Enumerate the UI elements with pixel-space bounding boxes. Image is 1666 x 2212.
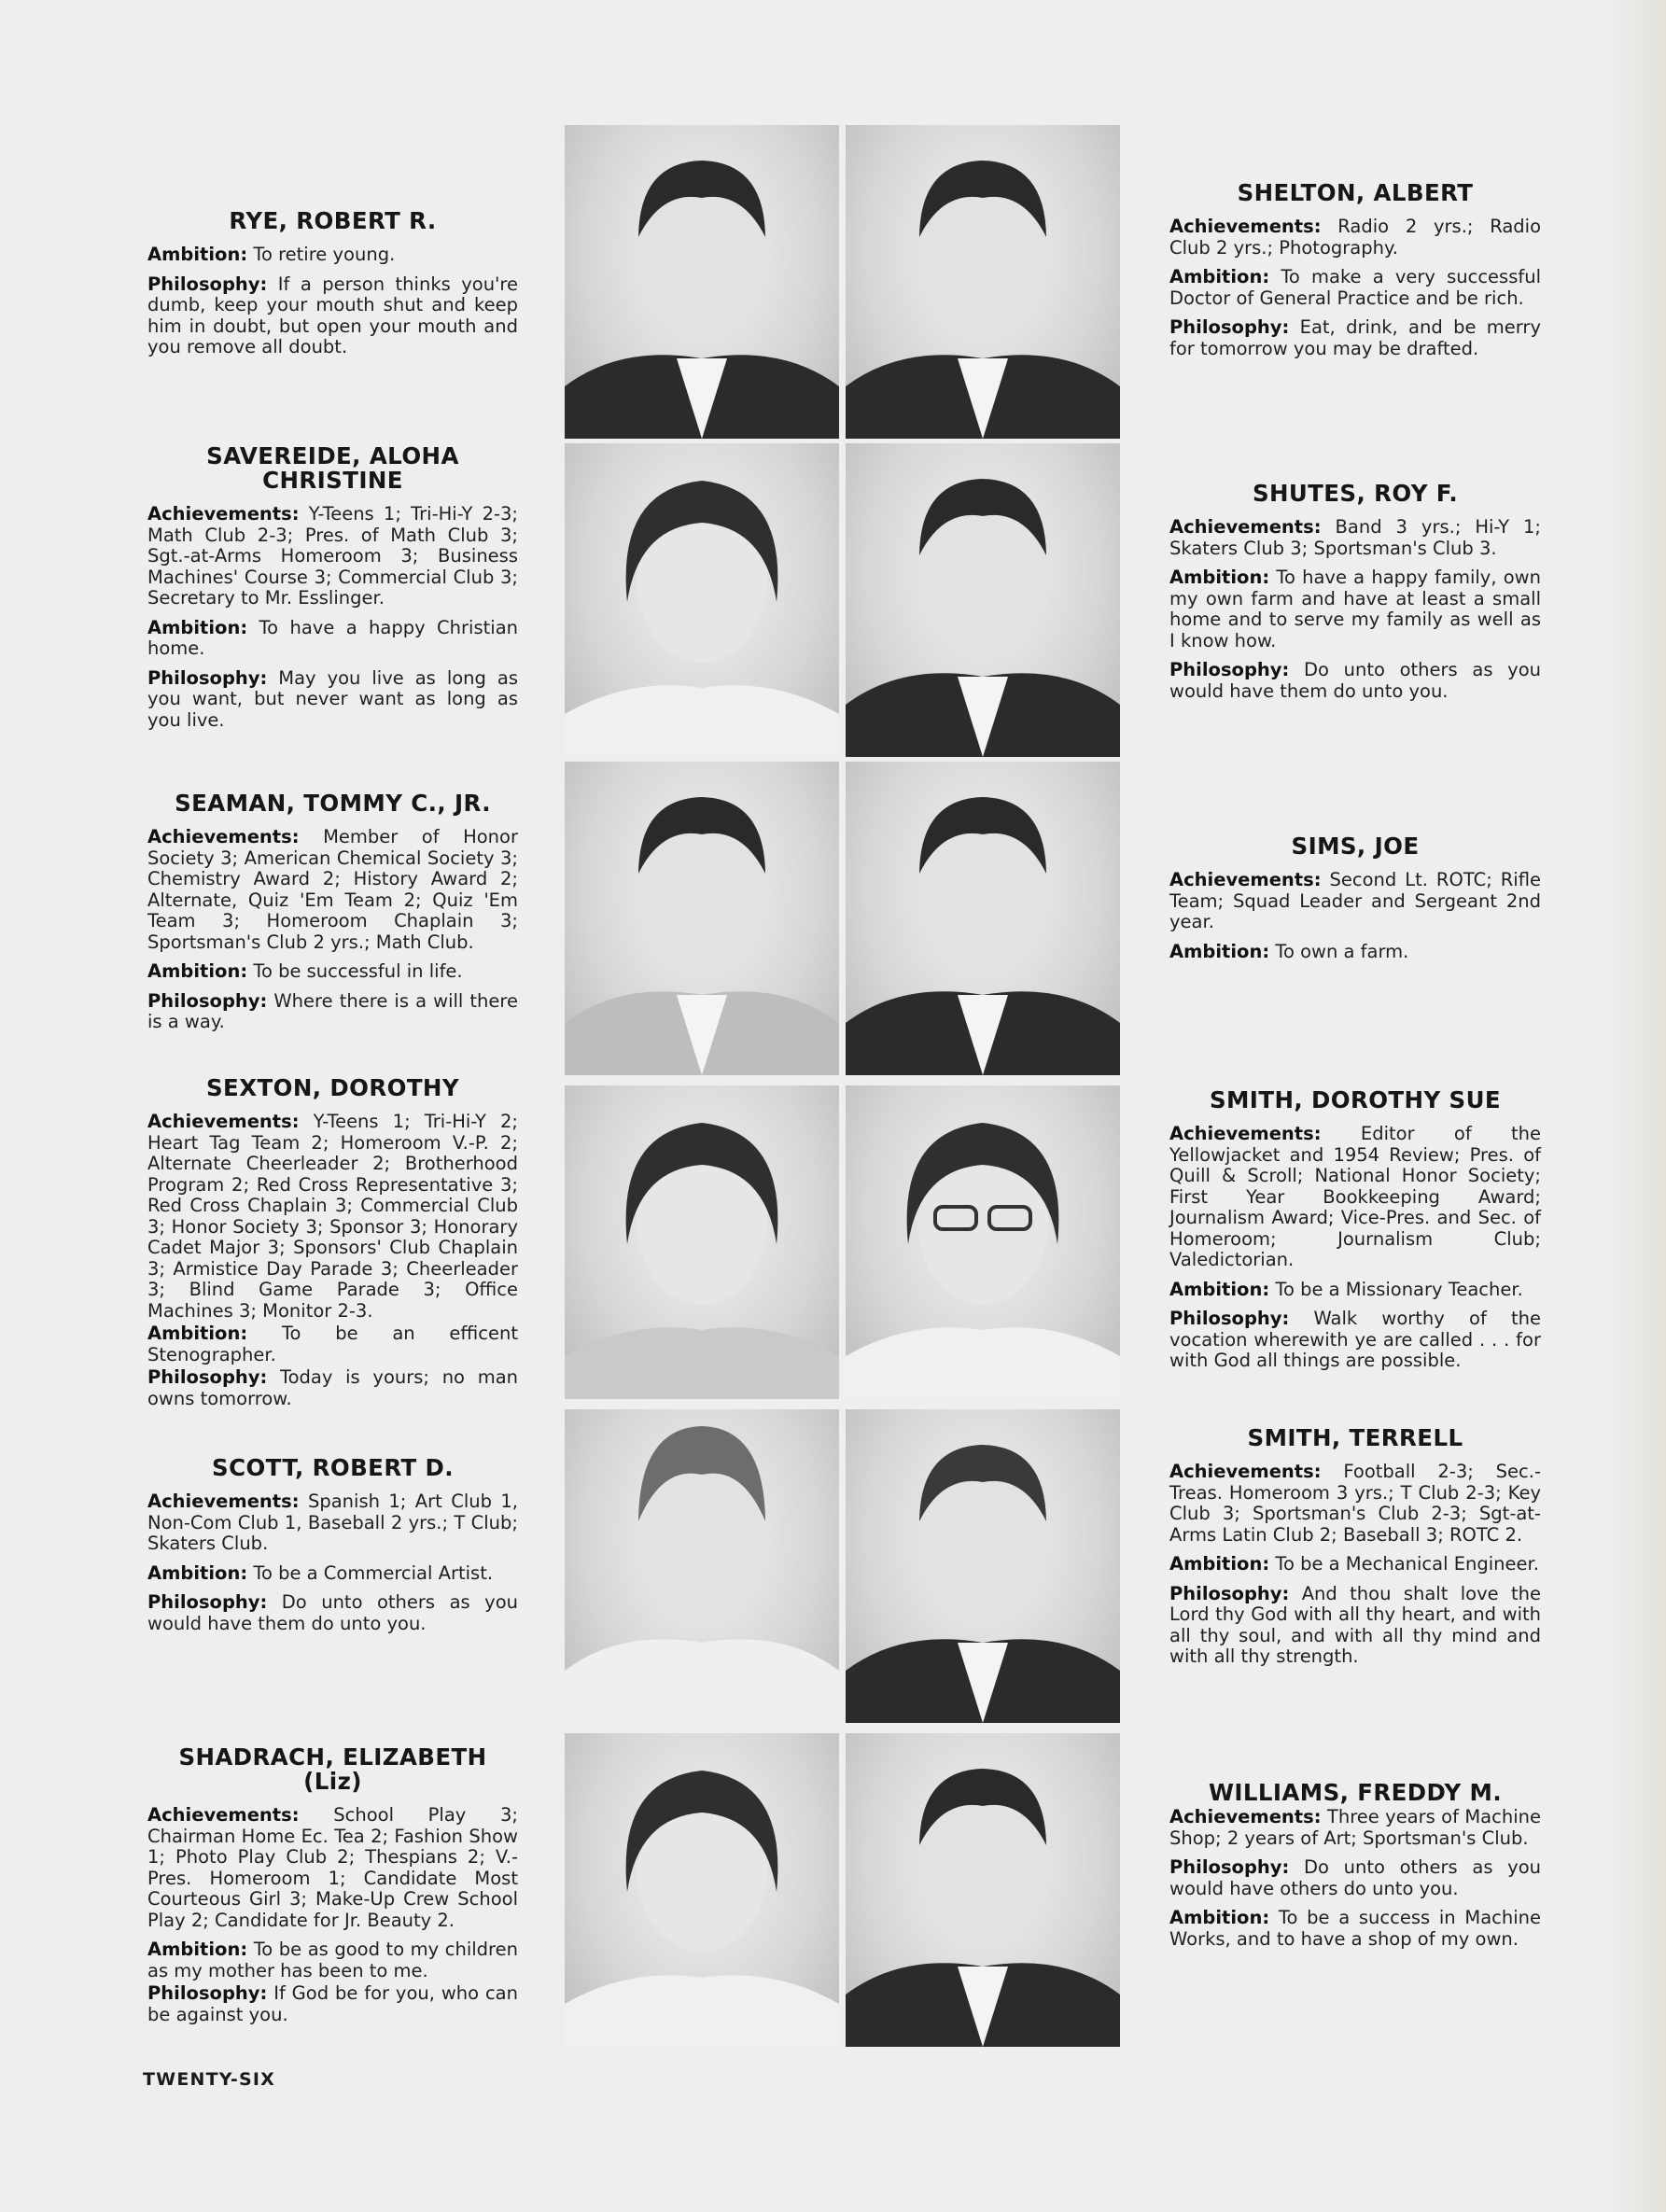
philosophy-text: Philosophy: Today is yours; no man owns tomorrow.	[147, 1366, 519, 1409]
achievements-text: Achievements: Editor of the Yellowjacket and 1954 Review; Pres. of Quill & Scroll; National Honor Society; First Year Bookkeeping Award; Journalism Award; Vice-Pres. and Sec. of Homeroom; Journalism Club; Valedictorian.	[1169, 1123, 1542, 1270]
ambition-text: Ambition: To be a success in Machine Works, and to have a shop of my own.	[1169, 1907, 1542, 1950]
student-name: SEAMAN, TOMMY C., JR.	[175, 790, 491, 817]
philosophy-text: Philosophy: May you live as long as you want, but never want as long as you live.	[147, 666, 518, 731]
portrait-photo-shelton	[846, 125, 1120, 439]
philosophy-text: Philosophy: Eat, drink, and be merry for tomorrow you may be drafted.	[1169, 316, 1541, 359]
portrait-photo-williams	[846, 1733, 1120, 2047]
achievements-text: Achievements: Y-Teens 1; Tri-Hi-Y 2; Heart Tag Team 2; Homeroom V.-P. 2; Alternate Cheerleader 2; Brotherhood Program 2; Red Cross Representative 3; Red Cross Chaplain 3; Commercial Club 3; Honor Society 3; Sponsor 3; Honorary Cadet Major 3; Sponsors' Club Chaplain 3; Armistice Day Parade 3; Cheerleader 3; Blind Game Parade 3; Office Machines 3; Monitor 2-3.	[147, 1111, 518, 1322]
portrait-photo-shadrach	[565, 1733, 839, 2047]
ambition-text: Ambition: To be an efficent Stenographer.	[147, 1323, 518, 1365]
portrait-photo-seaman	[565, 762, 839, 1075]
philosophy-text: Philosophy: Do unto others as you would have them do unto you.	[1169, 659, 1541, 702]
achievements-text: Achievements: Second Lt. ROTC; Rifle Team; Squad Leader and Sergeant 2nd year.	[1169, 869, 1541, 932]
philosophy-text: Philosophy: If God be for you, who can be against you.	[147, 1982, 518, 2025]
ambition-text: Ambition: To have a happy family, own my own farm and have at least a small home and to serve my family as well as I know how.	[1169, 567, 1541, 651]
ambition-text: Ambition: To make a very successful Doctor of General Practice and be rich.	[1169, 266, 1541, 309]
entry-smith-dorothy-sue	[1169, 1088, 1541, 1380]
entry-shelton-albert	[1169, 181, 1541, 368]
entry-rye-robert	[147, 209, 518, 367]
entry-scott-robert	[147, 1456, 518, 1643]
entry-williams-freddy	[1169, 1781, 1541, 1958]
student-name: SCOTT, ROBERT D.	[212, 1454, 454, 1481]
portrait-photo-smith-terrell	[846, 1409, 1120, 1723]
student-name: SMITH, DOROTHY SUE	[1209, 1086, 1501, 1113]
student-name: SHUTES, ROY F.	[1252, 480, 1459, 507]
student-name: SAVEREIDE, ALOHA CHRISTINE	[206, 442, 459, 494]
philosophy-text: Philosophy: Walk worthy of the vocation wherewith ye are called . . . for with God all things are possible.	[1169, 1308, 1542, 1371]
portrait-photo-rye	[565, 125, 839, 439]
entry-smith-terrell	[1169, 1426, 1541, 1676]
student-name: WILLIAMS, FREDDY M.	[1208, 1779, 1503, 1806]
ambition-text: Ambition: To be a Mechanical Engineer.	[1169, 1553, 1539, 1575]
page-number: TWENTY-SIX	[143, 2069, 276, 2090]
achievements-text: Achievements: Band 3 yrs.; Hi-Y 1; Skaters Club 3; Sportsman's Club 3.	[1169, 516, 1541, 559]
achievements-text: Achievements: Football 2-3; Sec.-Treas. Homeroom 3 yrs.; T Club 2-3; Key Club 3; Sportsman's Club 2-3; Sgt-at-Arms Latin Club 2; Baseball 3; ROTC 2.	[1169, 1461, 1541, 1546]
achievements-text: Achievements: Radio 2 yrs.; Radio Club 2 yrs.; Photography.	[1169, 216, 1541, 259]
student-name: SIMS, JOE	[1291, 833, 1420, 860]
ambition-text: Ambition: To have a happy Christian home.	[147, 616, 518, 659]
student-name: SMITH, TERRELL	[1247, 1424, 1463, 1451]
page-edge	[1610, 0, 1666, 2212]
ambition-text: Ambition: To be as good to my children as my mother has been to me.	[147, 1939, 519, 1981]
student-name: SHELTON, ALBERT	[1237, 179, 1474, 206]
philosophy-text: Philosophy: Do unto others as you would have them do unto you.	[147, 1591, 518, 1634]
portrait-photo-sims	[846, 762, 1120, 1075]
achievements-text: Achievements: Three years of Machine Shop; 2 years of Art; Sportsman's Club.	[1169, 1806, 1541, 1849]
ambition-text: Ambition: To be a Commercial Artist.	[147, 1561, 494, 1584]
ambition-text: Ambition: To be a Missionary Teacher.	[1169, 1278, 1523, 1300]
portrait-photo-savereide	[565, 443, 839, 757]
entry-sexton-dorothy	[147, 1076, 518, 1418]
achievements-text: Achievements: Spanish 1; Art Club 1, Non-Com Club 1, Baseball 2 yrs.; T Club; Skaters Club.	[147, 1491, 518, 1554]
portrait-photo-sexton	[565, 1085, 839, 1399]
portrait-photo-scott	[565, 1409, 839, 1723]
student-name: SHADRACH, ELIZABETH (Liz)	[178, 1743, 487, 1795]
student-name: RYE, ROBERT R.	[229, 207, 437, 234]
portrait-photo-smith-dorothy-sue	[846, 1085, 1120, 1399]
philosophy-text: Philosophy: If a person thinks you're dumb, keep your mouth shut and keep him in doubt, but open your mouth and you remove all doubt.	[147, 273, 518, 357]
achievements-text: Achievements: School Play 3; Chairman Home Ec. Tea 2; Fashion Show 1; Photo Play Club 2; Thespians 2; V.-Pres. Homeroom 1; Candidate Most Courteous Girl 3; Make-Up Crew School Play 2; Candidate for Jr. Beauty 2.	[147, 1804, 519, 1931]
philosophy-text: Philosophy: Where there is a will there is a way.	[147, 989, 519, 1032]
ambition-text: Ambition: To be successful in life.	[147, 960, 463, 982]
philosophy-text: Philosophy: Do unto others as you would have others do unto you.	[1169, 1856, 1541, 1899]
ambition-text: Ambition: To own a farm.	[1169, 940, 1409, 962]
entry-seaman-tommy	[147, 791, 518, 1042]
student-name: SEXTON, DOROTHY	[206, 1074, 459, 1101]
achievements-text: Achievements: Member of Honor Society 3; American Chemical Society 3; Chemistry Award 2; History Award 2; Alternate, Quiz 'Em Team 2; Quiz 'Em Team 3; Homeroom Chaplain 3; Sportsman's Club 2 yrs.; Math Club.	[147, 826, 518, 953]
entry-shutes-roy	[1169, 482, 1541, 710]
entry-shadrach-elizabeth	[147, 1745, 518, 2034]
achievements-text: Achievements: Y-Teens 1; Tri-Hi-Y 2-3; Math Club 2-3; Pres. of Math Club 3; Sgt.-at-Arms Homeroom 3; Business Machines' Course 3; Commercial Club 3; Secretary to Mr. Esslinger.	[147, 503, 518, 609]
entry-savereide-aloha	[147, 444, 518, 739]
philosophy-text: Philosophy: And thou shalt love the Lord thy God with all thy heart, and with all thy soul, and with all thy mind and with all thy strength.	[1169, 1582, 1541, 1667]
ambition-text: Ambition: To retire young.	[147, 244, 396, 265]
portrait-photo-shutes	[846, 443, 1120, 757]
entry-sims-joe	[1169, 834, 1541, 971]
